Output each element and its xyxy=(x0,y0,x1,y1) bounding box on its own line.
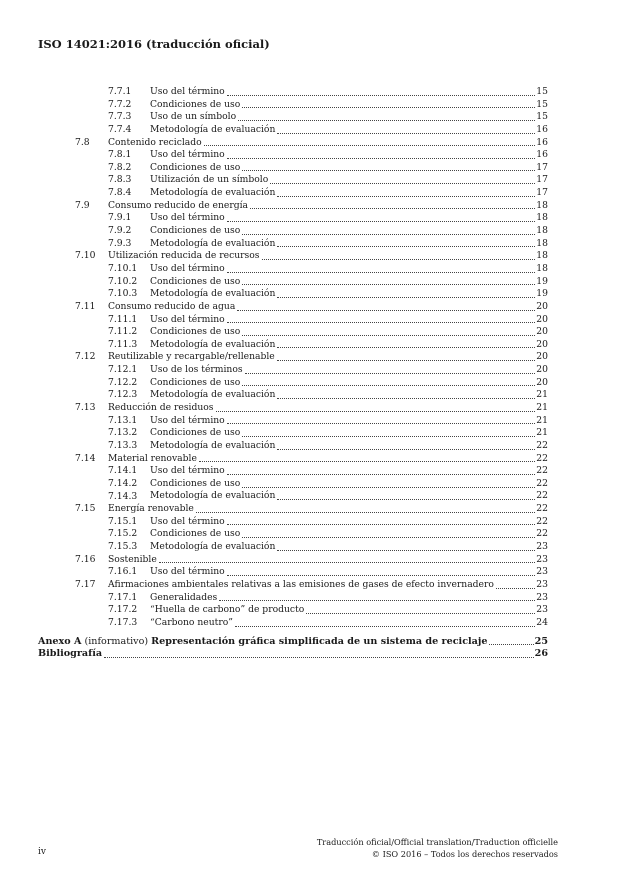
toc-entry[interactable] xyxy=(0,225,620,238)
toc-entry-title-text: Condiciones de uso xyxy=(150,98,241,110)
toc-entry-number: 7.15.2 xyxy=(108,528,138,540)
toc-leader-dots xyxy=(196,512,535,513)
toc-entry-title-text: Uso del término xyxy=(150,149,225,161)
toc-leader-dots xyxy=(227,474,535,475)
toc-entry-page: 19 xyxy=(536,288,548,300)
toc-leader-dots xyxy=(242,107,535,108)
toc-entry-title xyxy=(108,402,548,415)
toc-leader-dots xyxy=(242,487,535,488)
toc-entry[interactable] xyxy=(0,111,620,124)
toc-entry[interactable] xyxy=(0,503,620,516)
toc-entry-title xyxy=(150,162,548,175)
toc-leader-dots xyxy=(242,284,535,285)
toc-entry-page: 20 xyxy=(536,313,548,325)
toc-entry-title-text: Uso del término xyxy=(150,262,225,274)
toc-entry-title-text: Uso de un símbolo xyxy=(150,111,237,123)
toc-leader-dots xyxy=(250,208,535,209)
toc-entry-title-text: Sostenible xyxy=(108,553,157,565)
toc-entry-title xyxy=(38,636,548,649)
toc-leader-dots xyxy=(235,626,535,627)
toc-entry-page: 21 xyxy=(536,402,548,413)
toc-entry-number: 7.8.3 xyxy=(108,174,132,186)
toc-entry-page: 19 xyxy=(536,275,548,287)
toc-leader-dots xyxy=(277,347,535,348)
toc-entry-page: 23 xyxy=(536,553,548,565)
toc-entry-number: 7.16 xyxy=(75,553,96,565)
toc-entry[interactable] xyxy=(0,478,620,491)
toc-leader-dots xyxy=(238,120,535,121)
toc-entry[interactable] xyxy=(0,263,620,276)
toc-entry-title-text: Metodología de evaluación xyxy=(150,288,276,300)
toc-entry-title-text: Consumo reducido de agua xyxy=(108,300,236,312)
toc-entry-number: 7.8.4 xyxy=(108,187,132,199)
toc-entry-title xyxy=(150,314,548,327)
toc-entry-page: 18 xyxy=(536,225,548,237)
toc-leader-dots xyxy=(159,562,535,563)
toc-entry-title-text: Metodología de evaluación xyxy=(150,237,276,249)
toc-entry[interactable] xyxy=(0,212,620,225)
toc-entry-annex-a[interactable] xyxy=(0,636,620,649)
toc-entry-title-text: Energía renovable xyxy=(108,503,194,515)
toc-entry[interactable] xyxy=(0,301,620,314)
toc-entry-number: 7.14 xyxy=(75,452,96,464)
toc-entry-title xyxy=(150,427,548,440)
toc-entry-title xyxy=(150,528,548,541)
toc-entry-title-text: Reutilizable y recargable/rellenable xyxy=(108,351,275,363)
toc-entry-title-text: Uso del término xyxy=(150,414,225,426)
toc-leader-dots xyxy=(242,170,535,171)
toc-entry-page: 18 xyxy=(536,262,548,274)
toc-entry-title xyxy=(108,554,548,567)
toc-entry-title xyxy=(150,377,548,390)
toc-entry-title xyxy=(150,339,548,352)
toc-entry[interactable] xyxy=(0,174,620,187)
copyright-note: © ISO 2016 – Todos los derechos reservados xyxy=(371,849,558,859)
annex-label: Anexo A xyxy=(38,635,82,647)
toc-entry-page: 18 xyxy=(536,237,548,249)
toc-entry-number: 7.17.2 xyxy=(108,604,138,616)
toc-leader-dots xyxy=(242,385,535,386)
toc-entry-title xyxy=(108,250,548,263)
toc-leader-dots xyxy=(227,158,535,159)
toc-entry-number: 7.10 xyxy=(75,250,96,262)
toc-leader-dots xyxy=(227,221,535,222)
toc-entry-page: 21 xyxy=(536,414,548,426)
toc-entry-title xyxy=(150,541,548,554)
toc-entry-title-text: “Carbono neutro” xyxy=(150,616,233,628)
toc-entry-number: 7.16.1 xyxy=(108,566,138,578)
toc-entry-page: 15 xyxy=(536,98,548,110)
toc-leader-dots xyxy=(270,183,535,184)
toc-entry-page: 16 xyxy=(536,136,548,148)
toc-entry-title-text: Metodología de evaluación xyxy=(150,490,276,502)
toc-entry-page: 23 xyxy=(536,591,548,603)
toc-entry-page: 17 xyxy=(536,174,548,186)
toc-leader-dots xyxy=(216,411,535,412)
toc-entry[interactable] xyxy=(0,99,620,112)
toc-entry-title xyxy=(150,99,548,112)
toc-entry-title xyxy=(150,491,548,504)
toc-entry[interactable] xyxy=(0,465,620,478)
toc-leader-dots xyxy=(489,644,533,645)
toc-entry-title-text: Uso del término xyxy=(150,313,225,325)
toc-leader-dots xyxy=(237,310,535,311)
toc-entry-title-text: Reducción de residuos xyxy=(108,402,214,413)
toc-entry[interactable] xyxy=(0,440,620,453)
toc-entry-title xyxy=(150,149,548,162)
toc-entry-number: 7.13.3 xyxy=(108,439,138,451)
toc-entry-title-text: Condiciones de uso xyxy=(150,225,241,237)
toc-entry-title-text: Uso de los términos xyxy=(150,364,243,376)
toc-entry[interactable] xyxy=(0,314,620,327)
toc-entry[interactable] xyxy=(0,377,620,390)
toc-entry-page: 18 xyxy=(536,199,548,211)
toc-entry-title xyxy=(150,440,548,453)
toc-entry-page: 16 xyxy=(536,123,548,135)
toc-entry-title xyxy=(108,453,548,466)
toc-entry-number: 7.9.2 xyxy=(108,225,132,237)
toc-entry-page: 20 xyxy=(536,351,548,363)
toc-entry-page: 20 xyxy=(536,364,548,376)
toc-entry-title-text: Condiciones de uso xyxy=(150,275,241,287)
toc-entry-number: 7.17 xyxy=(75,578,96,590)
toc-leader-dots xyxy=(242,436,535,437)
toc-entry-title xyxy=(150,263,548,276)
toc-entry-number: 7.14.3 xyxy=(108,490,138,502)
toc-leader-dots xyxy=(277,133,535,134)
toc-entry[interactable] xyxy=(0,238,620,251)
toc-entry-page: 17 xyxy=(536,187,548,199)
toc-entry-title xyxy=(150,415,548,428)
toc-leader-dots xyxy=(496,588,535,589)
bibliography-title: Bibliografía xyxy=(38,648,103,660)
toc-entry-title-text: Metodología de evaluación xyxy=(150,389,276,401)
toc-leader-dots xyxy=(227,322,535,323)
toc-leader-dots xyxy=(227,423,535,424)
toc-entry-title-text: Uso del término xyxy=(150,85,225,97)
toc-leader-dots xyxy=(227,524,535,525)
annex-title: Representación gráfica simplificada de un sistema de reciclaje xyxy=(151,635,488,647)
toc-entry-title-text xyxy=(38,636,488,649)
toc-entry-page: 21 xyxy=(536,427,548,439)
toc-entry-title xyxy=(150,276,548,289)
toc-entry-title xyxy=(150,364,548,377)
toc-entry-title-text: Uso del término xyxy=(150,212,225,224)
toc-entry[interactable] xyxy=(0,415,620,428)
toc-entry[interactable] xyxy=(0,592,620,605)
toc-entry-page: 22 xyxy=(536,490,548,502)
toc-entry-number: 7.12.1 xyxy=(108,364,138,376)
toc-entry-page: 20 xyxy=(536,300,548,312)
toc-entry-title xyxy=(150,465,548,478)
toc-entry-number: 7.9.1 xyxy=(108,212,132,224)
toc-entry-page: 22 xyxy=(536,477,548,489)
toc-entry[interactable] xyxy=(0,541,620,554)
toc-entry[interactable] xyxy=(0,339,620,352)
toc-entry-title-text: Condiciones de uso xyxy=(150,528,241,540)
toc-leader-dots xyxy=(277,550,535,551)
toc-entry[interactable] xyxy=(0,276,620,289)
table-of-contents xyxy=(0,86,620,661)
toc-entry-page: 23 xyxy=(536,578,548,590)
toc-entry-number: 7.7.3 xyxy=(108,111,132,123)
toc-entry[interactable] xyxy=(0,389,620,402)
toc-entry-page: 23 xyxy=(536,604,548,616)
toc-leader-dots xyxy=(219,600,535,601)
toc-entry[interactable] xyxy=(0,149,620,162)
toc-entry-title-text: Utilización de un símbolo xyxy=(150,174,269,186)
toc-entry-page: 22 xyxy=(536,515,548,527)
toc-entry-title-text: Uso del término xyxy=(150,566,225,578)
toc-entry-number: 7.10.1 xyxy=(108,262,138,274)
toc-leader-dots xyxy=(227,575,535,576)
toc-entry-title xyxy=(150,617,548,630)
toc-leader-dots xyxy=(277,499,535,500)
toc-entry-number: 7.9 xyxy=(75,199,90,211)
toc-leader-dots xyxy=(245,373,535,374)
toc-entry-title xyxy=(108,503,548,516)
toc-entry-number: 7.12 xyxy=(75,351,96,363)
toc-entry[interactable] xyxy=(0,288,620,301)
toc-entry-title-text: Metodología de evaluación xyxy=(150,541,276,553)
toc-entries xyxy=(0,86,620,630)
toc-entry-title-text: Condiciones de uso xyxy=(150,326,241,338)
toc-entry[interactable] xyxy=(0,162,620,175)
toc-entry-title-text: Condiciones de uso xyxy=(150,376,241,388)
toc-entry-number: 7.11.2 xyxy=(108,326,138,338)
toc-entry-number: 7.15 xyxy=(75,503,96,515)
toc-entry-title-text: Metodología de evaluación xyxy=(150,187,276,199)
toc-entry-title xyxy=(150,592,548,605)
toc-entry[interactable] xyxy=(0,554,620,567)
toc-entry[interactable] xyxy=(0,579,620,592)
toc-entry-title-text: Condiciones de uso xyxy=(150,161,241,173)
toc-entry-number: 7.7.4 xyxy=(108,123,132,135)
toc-entry-page: 22 xyxy=(536,528,548,540)
toc-leader-dots xyxy=(277,360,535,361)
toc-entry-title-text: Condiciones de uso xyxy=(150,477,241,489)
toc-entry[interactable] xyxy=(0,528,620,541)
toc-entry-number: 7.11 xyxy=(75,300,96,312)
toc-entry-page: 24 xyxy=(536,616,548,628)
toc-leader-dots xyxy=(204,145,535,146)
toc-entry-number: 7.10.2 xyxy=(108,275,138,287)
toc-entry-page: 22 xyxy=(536,465,548,477)
toc-entry-number: 7.12.3 xyxy=(108,389,138,401)
toc-entry-page: 22 xyxy=(536,439,548,451)
toc-entry[interactable] xyxy=(0,427,620,440)
toc-entry[interactable] xyxy=(0,566,620,579)
toc-leader-dots xyxy=(242,537,535,538)
toc-entry-title-text: Consumo reducido de energía xyxy=(108,199,249,211)
toc-entry[interactable] xyxy=(0,491,620,504)
annex-qualifier: (informativo) xyxy=(84,635,149,647)
toc-entry-title-text: Metodología de evaluación xyxy=(150,123,276,135)
toc-entry-number: 7.13 xyxy=(75,402,96,414)
toc-entry[interactable] xyxy=(0,187,620,200)
toc-leader-dots xyxy=(277,449,535,450)
toc-entry-page: 15 xyxy=(536,111,548,123)
toc-leader-dots xyxy=(242,234,535,235)
toc-entry-title xyxy=(150,478,548,491)
toc-entry-page: 22 xyxy=(536,452,548,464)
page-number: iv xyxy=(38,847,46,857)
toc-entry-title xyxy=(150,124,548,137)
toc-entry-page: 25 xyxy=(534,635,548,647)
toc-entry[interactable] xyxy=(0,137,620,150)
toc-entry-title xyxy=(150,566,548,579)
toc-leader-dots xyxy=(306,613,535,614)
toc-entry[interactable] xyxy=(0,516,620,529)
toc-entry[interactable] xyxy=(0,453,620,466)
toc-entry-number: 7.12.2 xyxy=(108,376,138,388)
toc-leader-dots xyxy=(262,259,536,260)
toc-entry-number: 7.13.1 xyxy=(108,414,138,426)
toc-entry-title-text: Afirmaciones ambientales relativas a las emisiones de gases de efecto invernadero xyxy=(108,578,494,590)
toc-entry-title-text: Contenido reciclado xyxy=(108,136,202,148)
toc-entry[interactable] xyxy=(0,326,620,339)
toc-entry-title xyxy=(150,174,548,187)
toc-entry-number: 7.17.3 xyxy=(108,616,138,628)
toc-entry-page: 18 xyxy=(536,250,548,262)
toc-entry-page: 18 xyxy=(536,212,548,224)
toc-leader-dots xyxy=(277,398,535,399)
toc-entry-title-text: Material renovable xyxy=(108,452,197,464)
toc-entry-title xyxy=(150,516,548,529)
toc-leader-dots xyxy=(277,297,535,298)
toc-entry-page: 20 xyxy=(536,326,548,338)
toc-entry-title xyxy=(150,326,548,339)
toc-entry-title xyxy=(150,187,548,200)
toc-entry-number: 7.11.1 xyxy=(108,313,138,325)
toc-entry-title-text: Generalidades xyxy=(150,591,218,603)
toc-entry-number: 7.7.1 xyxy=(108,86,132,97)
toc-entry[interactable] xyxy=(0,86,620,99)
toc-leader-dots xyxy=(227,95,535,96)
toc-entry[interactable] xyxy=(0,250,620,263)
toc-entry-title-text: “Huella de carbono” de producto xyxy=(150,604,305,616)
toc-entry-title xyxy=(150,111,548,124)
toc-entry-number: 7.14.1 xyxy=(108,465,138,477)
toc-entry[interactable] xyxy=(0,364,620,377)
toc-entry-title-text: Uso del término xyxy=(150,515,225,527)
toc-entry-title xyxy=(108,579,548,592)
toc-entry-number: 7.11.3 xyxy=(108,338,138,350)
toc-entry-title xyxy=(150,288,548,301)
translation-note: Traducción oficial/Official translation/Traduction officielle xyxy=(316,837,558,847)
toc-leader-dots xyxy=(242,335,535,336)
toc-entry-title xyxy=(108,200,548,213)
toc-entry-number: 7.8.1 xyxy=(108,149,132,161)
toc-entry[interactable] xyxy=(0,351,620,364)
toc-entry-page: 17 xyxy=(536,161,548,173)
toc-entry-number: 7.15.3 xyxy=(108,541,138,553)
toc-entry-page: 26 xyxy=(534,648,548,660)
toc-entry-page: 16 xyxy=(536,149,548,161)
toc-entry-bibliography[interactable] xyxy=(0,648,620,661)
toc-entry-page: 21 xyxy=(536,389,548,401)
toc-entry-title-text: Uso del término xyxy=(150,465,225,477)
toc-entry-title-text: Utilización reducida de recursos xyxy=(108,250,260,262)
toc-entry-number: 7.15.1 xyxy=(108,515,138,527)
toc-entry-number: 7.8 xyxy=(75,136,90,148)
toc-entry[interactable] xyxy=(0,200,620,213)
toc-entry-page: 15 xyxy=(536,85,548,97)
toc-entry-number: 7.9.3 xyxy=(108,237,132,249)
page-header-title: ISO 14021:2016 (traducción oficial) xyxy=(38,37,270,51)
toc-entry-number: 7.14.2 xyxy=(108,477,138,489)
toc-entry-title xyxy=(150,389,548,402)
toc-entry-title xyxy=(150,604,548,617)
toc-entry-page: 23 xyxy=(536,541,548,553)
toc-entry-number: 7.7.2 xyxy=(108,98,132,110)
toc-entry-number: 7.8.2 xyxy=(108,161,132,173)
toc-entry[interactable] xyxy=(0,604,620,617)
toc-entry-title-text: Metodología de evaluación xyxy=(150,338,276,350)
toc-entry-number: 7.17.1 xyxy=(108,591,138,603)
toc-entry-title xyxy=(108,351,548,364)
toc-entry-page: 20 xyxy=(536,338,548,350)
toc-entry-number: 7.13.2 xyxy=(108,427,138,439)
toc-entry-title xyxy=(150,212,548,225)
toc-entry-title xyxy=(150,225,548,238)
toc-entry-page: 23 xyxy=(536,566,548,578)
toc-entry[interactable] xyxy=(0,402,620,415)
toc-entry[interactable] xyxy=(0,124,620,137)
toc-entry-title xyxy=(38,648,548,661)
toc-entry-title xyxy=(108,301,548,314)
toc-entry[interactable] xyxy=(0,617,620,630)
toc-entry-number: 7.10.3 xyxy=(108,288,138,300)
toc-entry-page: 20 xyxy=(536,376,548,388)
toc-entry-title xyxy=(150,238,548,251)
toc-entry-title xyxy=(108,137,548,150)
toc-leader-dots xyxy=(199,461,535,462)
toc-leader-dots xyxy=(277,246,535,247)
toc-entry-title-text: Metodología de evaluación xyxy=(150,439,276,451)
toc-entry-page: 22 xyxy=(536,503,548,515)
toc-leader-dots xyxy=(277,196,535,197)
toc-leader-dots xyxy=(104,657,534,658)
footer-notice xyxy=(317,836,558,860)
toc-entry-title xyxy=(150,86,548,99)
toc-leader-dots xyxy=(227,272,535,273)
toc-entry-title-text: Condiciones de uso xyxy=(150,427,241,439)
